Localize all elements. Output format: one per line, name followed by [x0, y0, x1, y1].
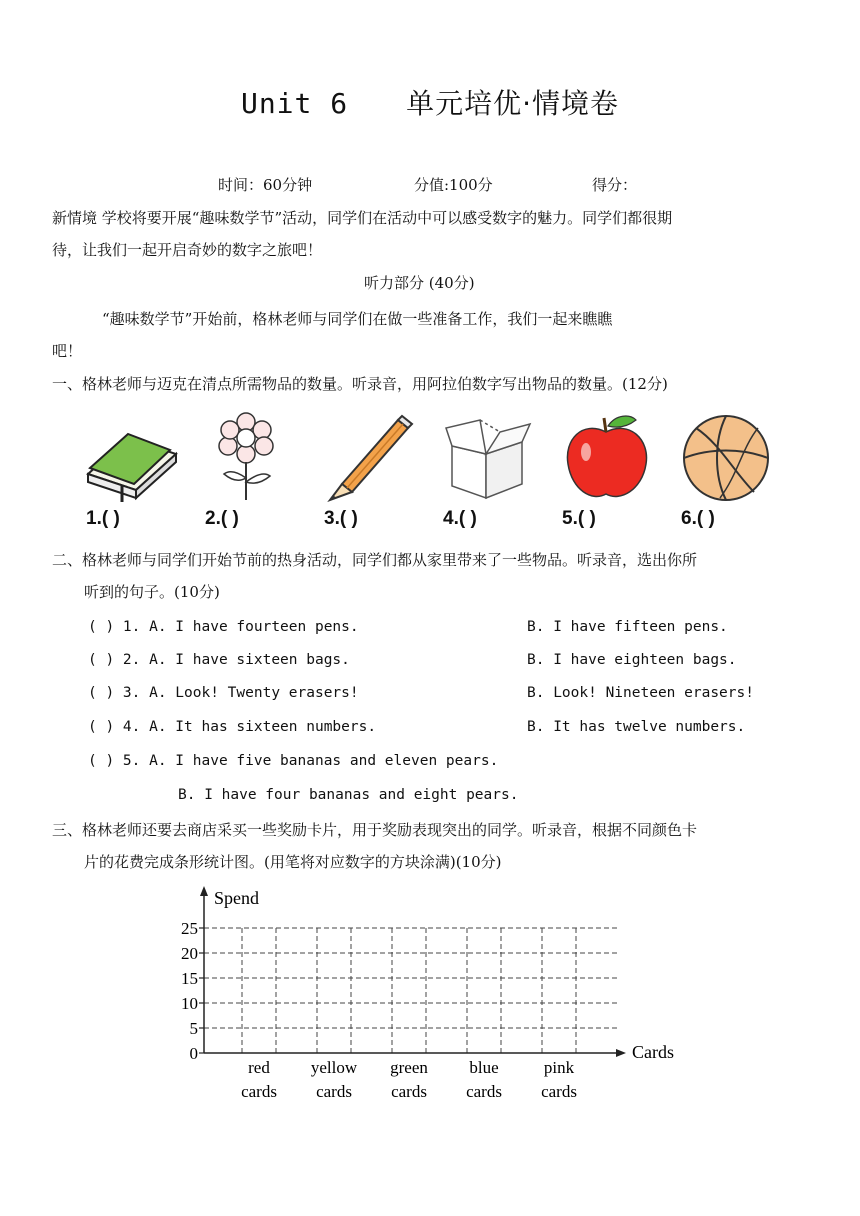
time-label: 时间：60分钟 — [218, 176, 313, 194]
picture-3-answer[interactable]: 3.( ) — [324, 508, 358, 529]
category-label: cards — [391, 1082, 427, 1101]
category-label: cards — [541, 1082, 577, 1101]
intro-line-2: 待，让我们一起开启奇妙的数字之旅吧！ — [52, 241, 323, 259]
picture-4-answer[interactable]: 4.( ) — [443, 508, 477, 529]
picture-6-answer[interactable]: 6.( ) — [681, 508, 715, 529]
score-label: 分值:100分 — [414, 176, 493, 194]
section2-question-line-1: 二、格林老师与同学们开始节前的热身活动，同学们都从家里带来了一些物品。听录音，选出你所 — [52, 551, 698, 569]
category-label: yellow — [310, 1058, 358, 1077]
item-5-option-b[interactable]: B. I have four bananas and eight pears. — [178, 787, 519, 803]
y-axis-arrow — [200, 886, 208, 896]
x-axis-label: Cards — [632, 1042, 674, 1062]
listening-lead-1: “趣味数学节”开始前，格林老师与同学们在做一些准备工作，我们一起来瞧瞧 — [102, 310, 613, 328]
y-axis-label: Spend — [214, 888, 259, 908]
apple-icon — [562, 412, 652, 502]
basketball-icon — [680, 412, 772, 504]
flower-icon — [214, 412, 278, 502]
category-label: blue — [469, 1058, 499, 1077]
category-label: green — [390, 1058, 428, 1077]
x-axis-arrow — [616, 1049, 626, 1057]
y-tick-label: 15 — [181, 969, 198, 988]
section2-question-line-2: 听到的句子。(10分) — [84, 583, 220, 601]
title-label: 单元培优·情境卷 — [406, 87, 620, 120]
y-tick-label: 0 — [189, 1044, 198, 1063]
page-title — [0, 82, 860, 122]
book-icon — [84, 412, 180, 502]
y-tick-label: 10 — [181, 994, 198, 1013]
item-2-option-b[interactable]: B. I have eighteen bags. — [527, 652, 737, 668]
item-1-option-a[interactable]: ( ) 1. A. I have fourteen pens. — [88, 619, 359, 635]
listening-lead-2: 吧！ — [52, 342, 83, 360]
y-tick-label: 20 — [181, 944, 198, 963]
item-3-option-b[interactable]: B. Look! Nineteen erasers! — [527, 685, 754, 701]
box-icon — [442, 412, 534, 502]
category-label: pink — [543, 1058, 575, 1077]
picture-1-answer[interactable]: 1.( ) — [86, 508, 120, 529]
category-label: cards — [316, 1082, 352, 1101]
y-tick-label: 5 — [189, 1019, 198, 1038]
intro-line-1: 新情境 学校将要开展“趣味数学节”活动，同学们在活动中可以感受数字的魅力。同学们都很期 — [52, 209, 673, 227]
y-tick-label: 25 — [181, 919, 198, 938]
section3-question-line-2: 片的花费完成条形统计图。(用笔将对应数字的方块涂满)(10分) — [84, 853, 502, 871]
bar-chart[interactable] — [0, 880, 860, 1120]
category-label: cards — [241, 1082, 277, 1101]
item-2-option-a[interactable]: ( ) 2. A. I have sixteen bags. — [88, 652, 350, 668]
got-score-label: 得分： — [592, 176, 638, 194]
picture-2-answer[interactable]: 2.( ) — [205, 508, 239, 529]
pencil-icon — [322, 412, 414, 502]
item-4-option-a[interactable]: ( ) 4. A. It has sixteen numbers. — [88, 719, 377, 735]
item-3-option-a[interactable]: ( ) 3. A. Look! Twenty erasers! — [88, 685, 359, 701]
unit-label: Unit 6 — [240, 87, 349, 120]
category-label: red — [248, 1058, 270, 1077]
section3-question-line-1: 三、格林老师还要去商店采买一些奖励卡片，用于奖励表现突出的同学。听录音，根据不同颜色卡 — [52, 821, 698, 839]
listening-heading: 听力部分 (40分) — [364, 274, 475, 292]
item-5-option-a[interactable]: ( ) 5. A. I have five bananas and eleven pears. — [88, 753, 499, 769]
category-label: cards — [466, 1082, 502, 1101]
item-1-option-b[interactable]: B. I have fifteen pens. — [527, 619, 728, 635]
section1-question: 一、格林老师与迈克在清点所需物品的数量。听录音，用阿拉伯数字写出物品的数量。(12分) — [52, 375, 668, 393]
item-4-option-b[interactable]: B. It has twelve numbers. — [527, 719, 746, 735]
picture-5-answer[interactable]: 5.( ) — [562, 508, 596, 529]
